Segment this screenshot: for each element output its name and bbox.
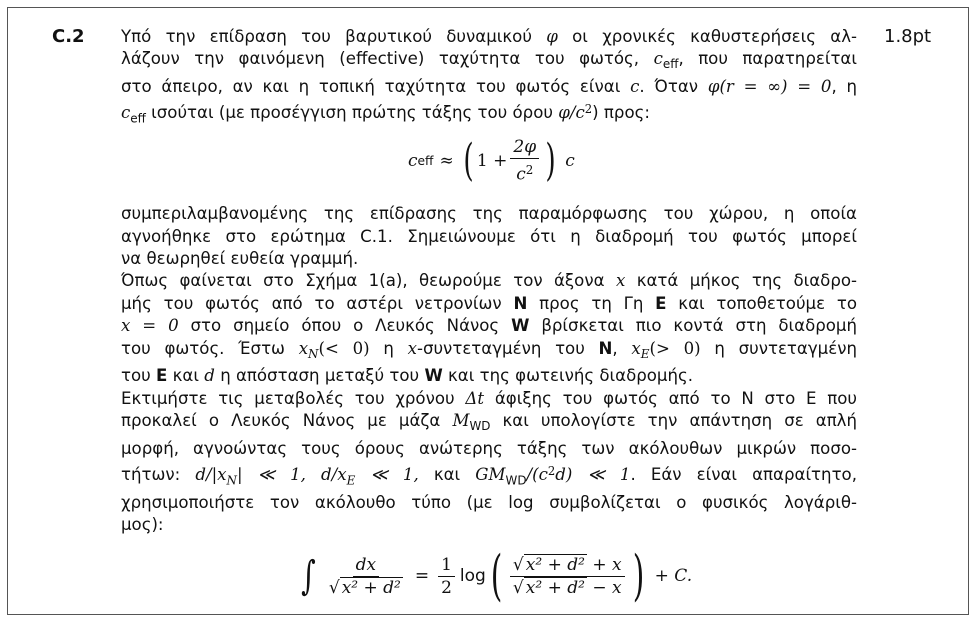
question-number: C.2 xyxy=(52,26,85,47)
question-body xyxy=(121,26,857,537)
equation-ceff: c eff ≈ ( 1 + $\frac{2\varphi}{c^2}$ ) c xyxy=(408,135,575,186)
question-points: 1.8pt xyxy=(884,26,932,47)
paragraph-4: Εκτιμήστε τις μεταβολές του χρόνου Δt άφιξης του φωτός από το N στο E που προκαλεί ο Λευκός Νάνος με μάζα $M_{WD}$ και υπολογίστε την απάντηση σε απλή μορφή, αγνοώντας τους όρους ανώτερης τάξης των ακόλουθων μικρών ποσο- τήτων: $d/|x_N|$ ≪ 1, $d/x_E$ ≪ 1, και $GM_{WD}/(c^2d)$ ≪ 1. Εάν είναι απαραίτητο, χρησιμοποιήστε τον ακόλουθο τύπο (με log συμβολίζεται ο φυσικός λογάριθ- μος): xyxy=(121,388,858,535)
fraction-2phi-c2: $\frac{2\varphi}{c^2}$ xyxy=(510,137,539,184)
paragraph-2: συμπεριλαμβανομένης της επίδρασης της παραμόρφωσης του χώρου, η οποία αγνοήθηκε στο ερώτημα C.1. Σημειώνουμε ότι η διαδρομή του φωτός μπορεί να θεωρηθεί ευθεία γραμμή. xyxy=(121,204,857,268)
fraction-log-arg: $\frac{\text{√ x² + d² + x}}{\text{√ x² + d² − x}}$ xyxy=(510,555,625,598)
fraction-half: $\frac{1}{2}$ xyxy=(438,555,455,598)
paragraph-3: Όπως φαίνεται στο Σχήμα 1(a), θεωρούμε τον άξονα x κατά μήκος της διαδρο- μής του φωτός από το αστέρι νετρονίων N προς τη Γη E και τοποθετούμε το x = 0 στο σημείο όπου ο Λευκός Νάνος W βρίσκεται πιο κοντά στη διαδρομή του φωτός. Έστω $x_N(< 0)$ η x-συντεταγμένη του N, $x_E(> 0)$ η συντεταγμένη του E και d η απόσταση μεταξύ του W και της φωτεινής διαδρομής. xyxy=(121,271,858,386)
paragraph-1: Υπό την επίδραση του βαρυτικού δυναμικού φ οι χρονικές καθυστερήσεις αλ- λάζουν την φαινόμενη (effective) ταχύτητα του φωτός, $c_{eff}$, που παρατηρείται στο άπειρο, αν και η τοπική ταχύτητα του φωτός είναι c. Όταν φ(r = ∞) = 0, η $c_{eff}$ ισούται (με προσέγγιση πρώτης τάξης του όρου $\varphi/c^2$) προς: xyxy=(121,27,858,126)
fraction-dx: $\frac{dx}{\text{√ x² + d²}}$ xyxy=(328,554,401,598)
equation-integral: ∫ $\frac{dx}{\text{√ x² + d²}}$ = $\frac{1}{2}$ log ( $\frac{\text{√ x² + d² + x}}{\text{√ x² + d² − x}}$ ) + C. xyxy=(301,544,693,607)
